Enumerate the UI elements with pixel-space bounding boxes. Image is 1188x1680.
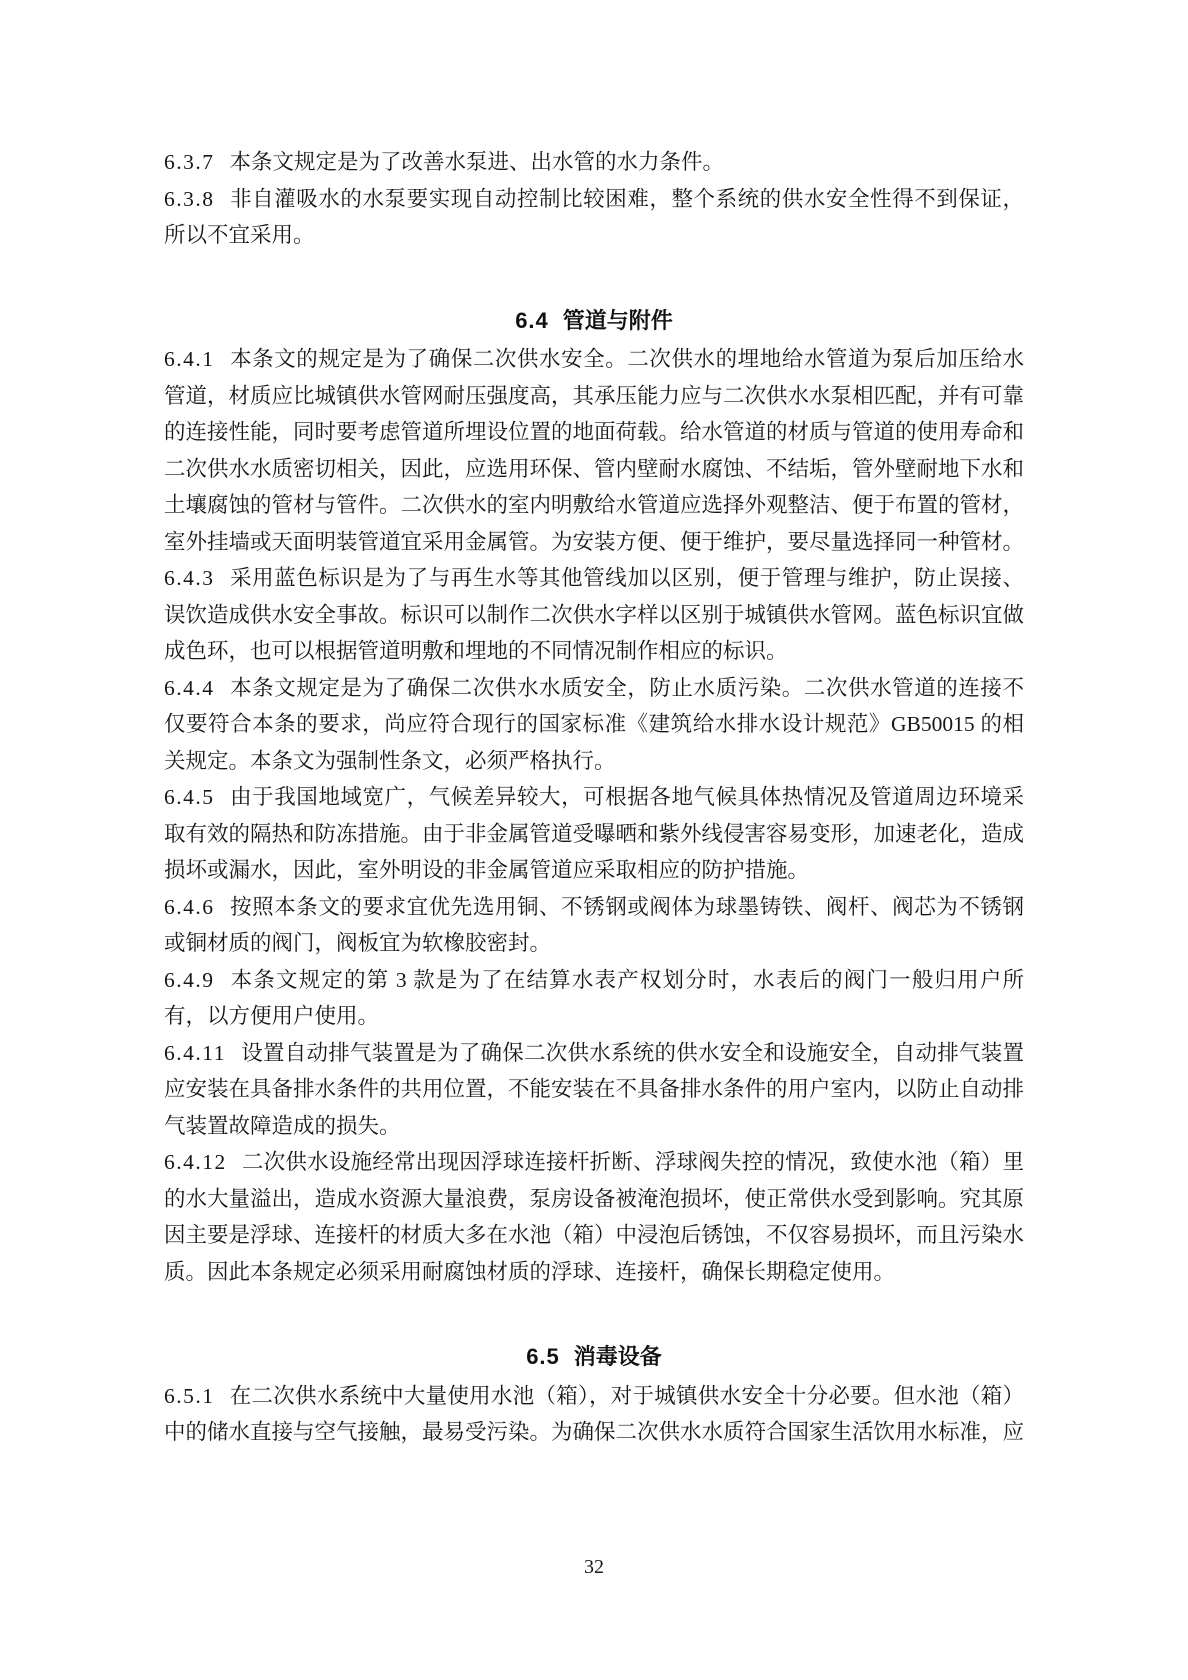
section-title: 管道与附件 <box>562 307 673 333</box>
clause-number: 6.4.4 <box>164 675 215 700</box>
page-footer <box>0 1556 1188 1579</box>
clause-6.3.7 <box>164 144 1024 181</box>
clause-text: 由于我国地域宽广，气候差异较大，可根据各地气候具体热情况及管道周边环境采取有效的隔热和防冻措施。由于非金属管道受曝晒和紫外线侵害容易变形，加速老化，造成损坏或漏水，因此，室外明设的非金属管道应采取相应的防护措施。 <box>164 785 1025 882</box>
clause-6.4.4 <box>164 670 1024 780</box>
clause-number: 6.3.8 <box>164 186 215 211</box>
clause-number: 6.3.7 <box>164 150 215 174</box>
clause-text: 采用蓝色标识是为了与再生水等其他管线加以区别，便于管理与维护，防止误接、误饮造成供水安全事故。标识可以制作二次供水字样以区别于城镇供水管网。蓝色标识宜做成色环，也可以根据管道明敷和埋地的不同情况制作相应的标识。 <box>164 566 1025 663</box>
clause-text: 在二次供水系统中大量使用水池（箱），对于城镇供水安全十分必要。但水池（箱）中的储水直接与空气接触，最易受污染。为确保二次供水水质符合国家生活饮用水标准，应 <box>164 1383 1025 1444</box>
clause-number: 6.4.9 <box>164 967 215 992</box>
clause-6.4.1 <box>164 341 1024 560</box>
clause-6.4.3 <box>164 560 1024 670</box>
clause-text: 按照本条文的要求宜优先选用铜、不锈钢或阀体为球墨铸铁、阀杆、阀芯为不锈钢或铜材质的阀门，阀板宜为软橡胶密封。 <box>164 894 1024 955</box>
clause-number: 6.4.11 <box>164 1040 226 1065</box>
page-number: 32 <box>584 1556 604 1578</box>
clause-number: 6.5.1 <box>164 1383 215 1408</box>
clause-number: 6.4.1 <box>164 347 215 371</box>
clause-text: 本条文规定是为了确保二次供水水质安全，防止水质污染。二次供水管道的连接不仅要符合本条的要求，尚应符合现行的国家标准《建筑给水排水设计规范》GB50015 的相关规定。本条文为强制性条文，必须严格执行。 <box>164 675 1024 773</box>
clause-6.4.6 <box>164 889 1024 962</box>
document-content <box>164 144 1024 1451</box>
clause-text: 设置自动排气装置是为了确保二次供水系统的供水安全和设施安全，自动排气装置应安装在具备排水条件的共用位置，不能安装在不具备排水条件的用户室内，以防止自动排气装置故障造成的损失。 <box>164 1040 1025 1138</box>
clause-text: 本条文规定是为了改善水泵进、出水管的水力条件。 <box>229 150 725 174</box>
clause-text: 二次供水设施经常出现因浮球连接杆折断、浮球阀失控的情况，致使水池（箱）里的水大量溢出，造成水资源大量浪费，泵房设备被淹泡损坏，使正常供水受到影响。究其原因主要是浮球、连接杆的材质大多在水池（箱）中浸泡后锈蚀，不仅容易损坏，而且污染水质。因此本条规定必须采用耐腐蚀材质的浮球、连接杆，确保长期稳定使用。 <box>164 1150 1025 1284</box>
section-title: 消毒设备 <box>573 1344 662 1369</box>
clause-6.3.8 <box>164 181 1024 254</box>
section-number: 6.4 <box>515 307 549 333</box>
clause-text: 本条文的规定是为了确保二次供水安全。二次供水的埋地给水管道为泵后加压给水管道，材质应比城镇供水管网耐压强度高，其承压能力应与二次供水水泵相匹配，并有可靠的连接性能，同时要考虑管道所埋设位置的地面荷载。给水管道的材质与管道的使用寿命和二次供水水质密切相关，因此，应选用环保、管内壁耐水腐蚀、不结垢，管外壁耐地下水和土壤腐蚀的管材与管件。二次供水的室内明敷给水管道应选择外观整洁、便于布置的管材，室外挂墙或天面明装管道宜采用金属管。为安装方便、便于维护，要尽量选择同一种管材。 <box>164 347 1025 554</box>
clause-text: 本条文规定的第 3 款是为了在结算水表产权划分时，水表后的阀门一般归用户所有，以方便用户使用。 <box>164 967 1024 1028</box>
clause-number: 6.4.3 <box>164 566 215 590</box>
clause-text: 非自灌吸水的水泵要实现自动控制比较困难，整个系统的供水安全性得不到保证，所以不宜采用。 <box>164 186 1024 247</box>
clause-6.5.1 <box>164 1378 1024 1451</box>
clause-6.4.11 <box>164 1035 1024 1145</box>
clause-number: 6.4.5 <box>164 785 215 809</box>
section-heading-6.5 <box>164 1339 1024 1376</box>
clause-6.4.9 <box>164 962 1024 1035</box>
clause-number: 6.4.6 <box>164 894 215 919</box>
section-number: 6.5 <box>526 1344 560 1369</box>
clause-6.4.5 <box>164 779 1024 889</box>
clause-number: 6.4.12 <box>164 1150 227 1174</box>
section-heading-6.4 <box>164 303 1024 340</box>
clause-6.4.12 <box>164 1144 1024 1290</box>
